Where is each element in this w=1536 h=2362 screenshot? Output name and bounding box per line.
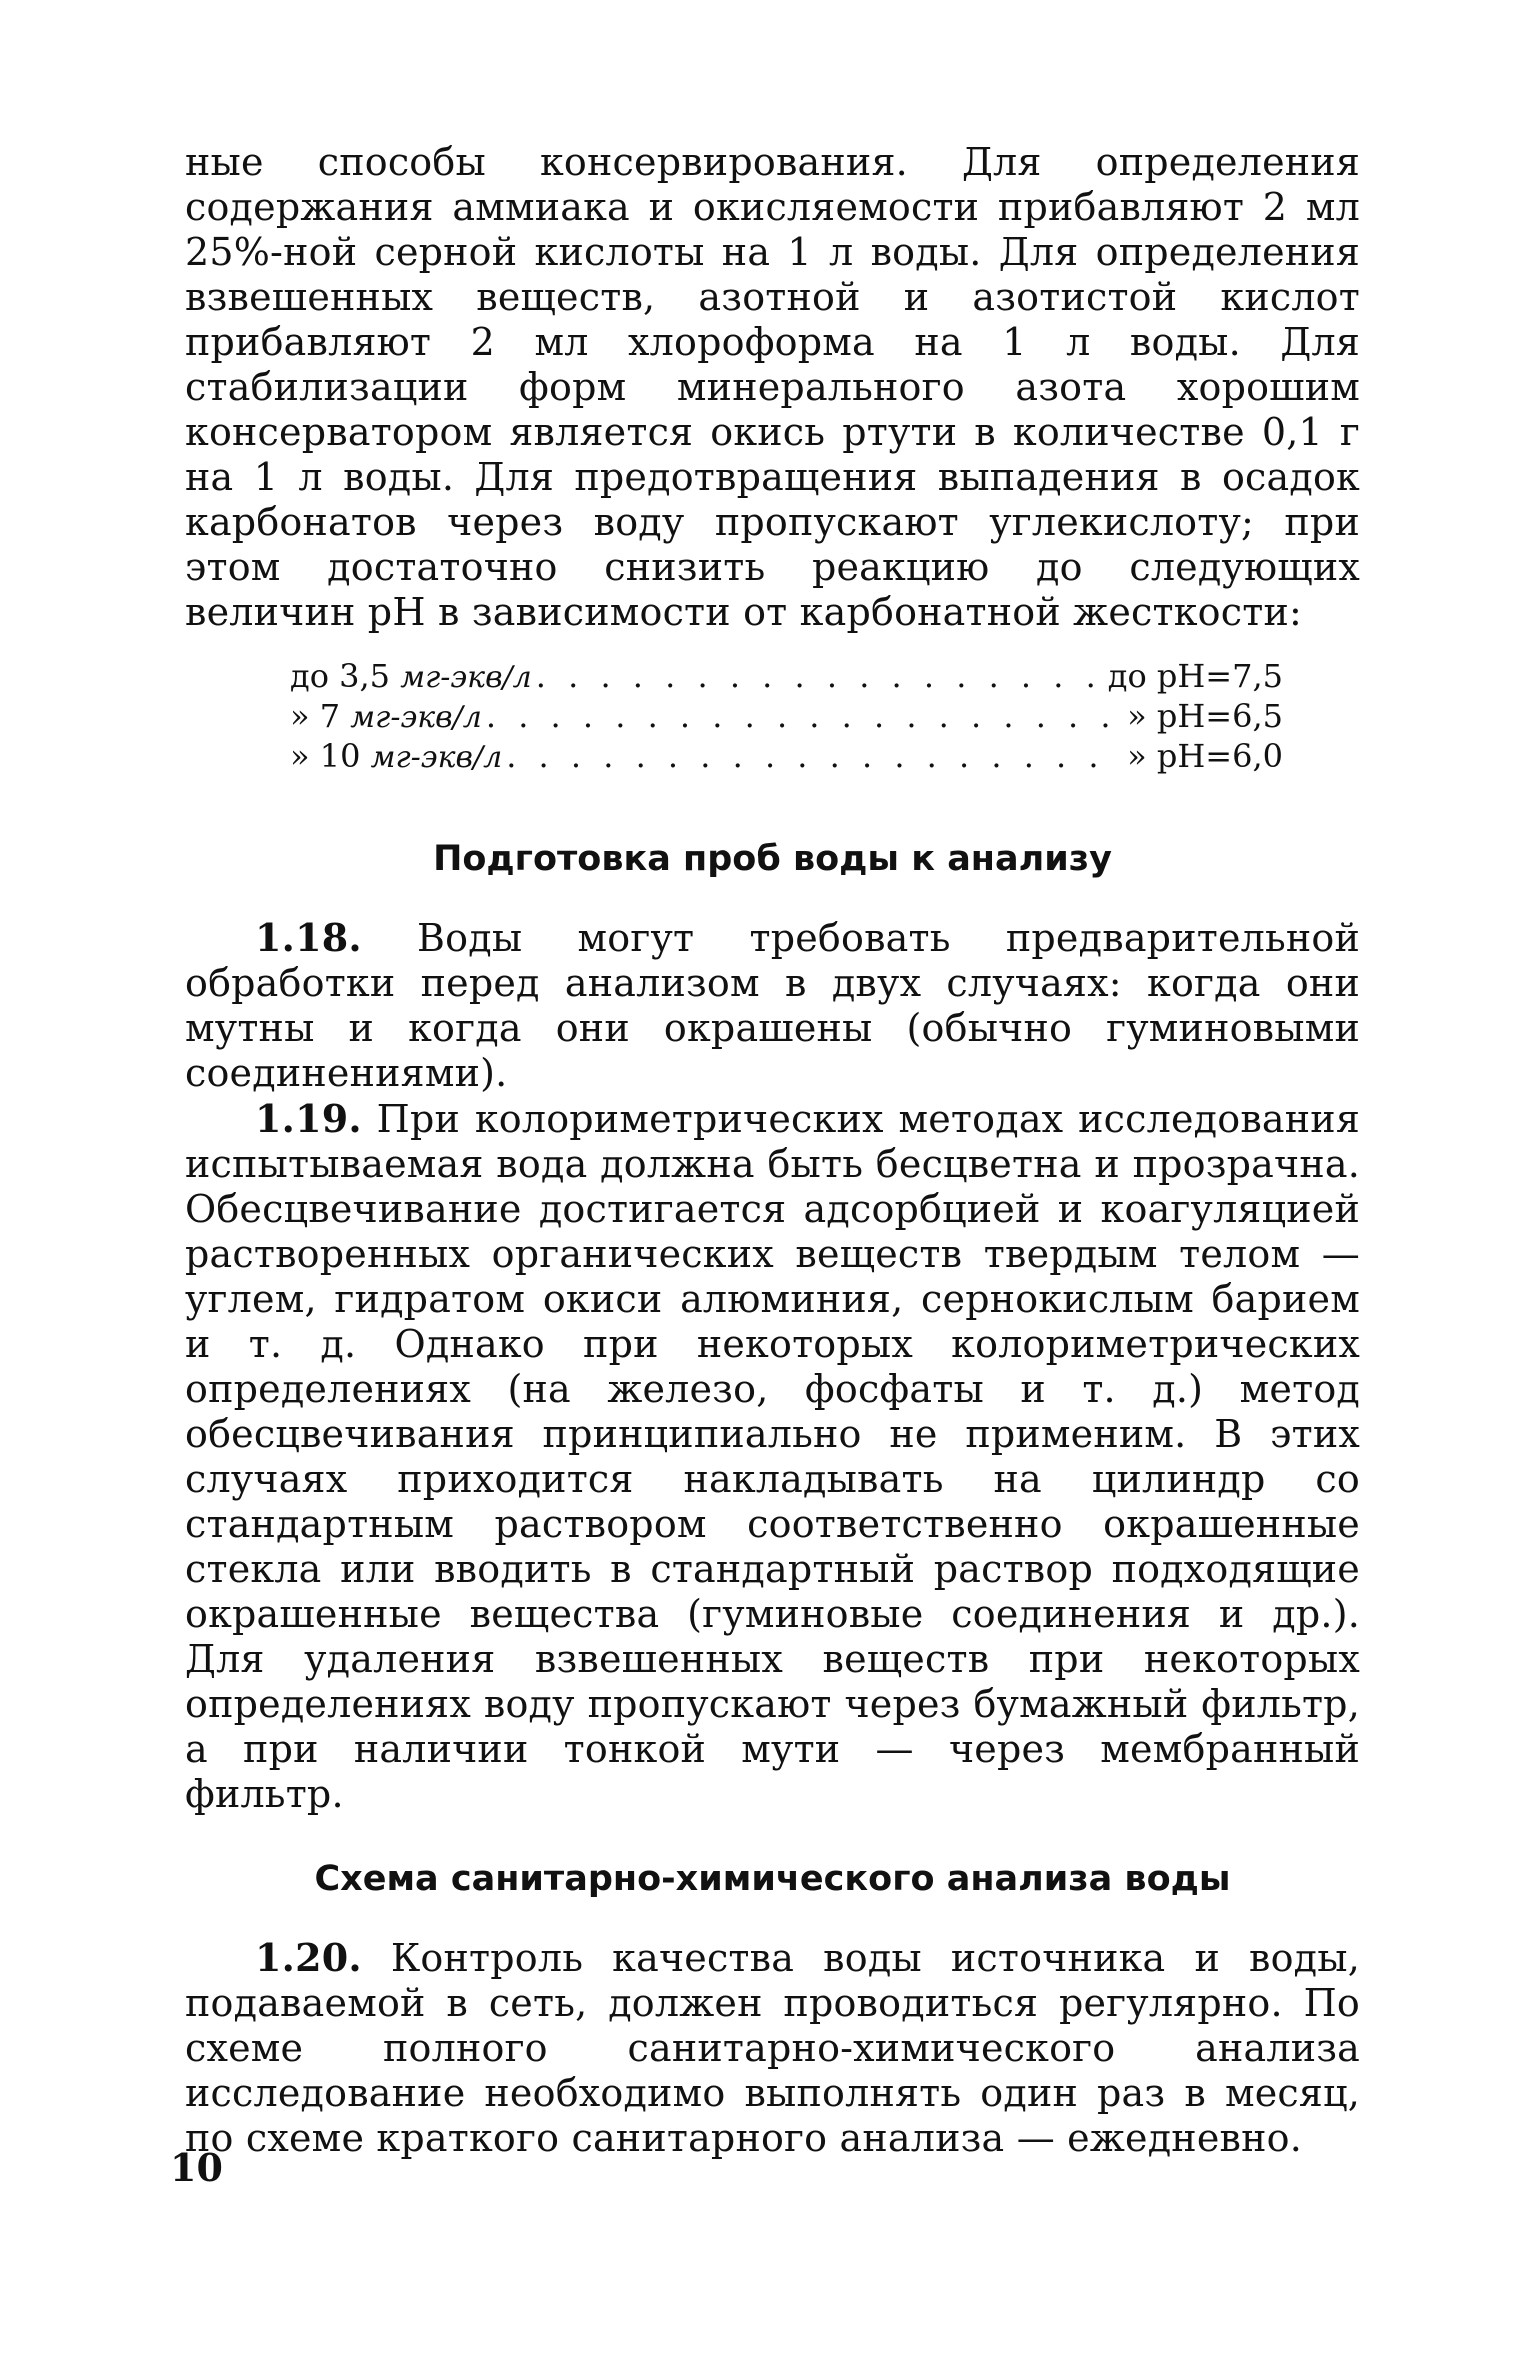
- ph-row: [290, 737, 1283, 777]
- ph-row-prefix: до 3,5: [290, 657, 391, 695]
- paragraph-text: При колориметрических методах исследования испытываемая вода должна быть бесцветна и прозрачна. Обесцвечивание достигается адсорбцией и коагуляцией растворенных органических веществ твердым телом — углем, гидратом окиси алюминия, сернокислым барием и т. д. Однако при некоторых колориметрических определениях (на железо, фосфаты и т. д.) метод обесцвечивания принципиально не применим. В этих случаях приходится накладывать на цилиндр со стандартным раствором соответственно окрашенные стекла или вводить в стандартный раствор подходящие окрашенные вещества (гуминовые соединения и др.). Для удаления взвешенных веществ при некоторых определениях воду пропускают через бумажный фильтр, а при наличии тонкой мути — через мембранный фильтр.: [185, 1097, 1360, 1816]
- ph-row: [290, 657, 1283, 697]
- section-heading-analysis-scheme: Схема санитарно-химического анализа воды: [314, 1859, 1231, 1899]
- paragraph-number: 1.19.: [255, 1096, 362, 1141]
- paragraph-1-19: [185, 1096, 1360, 1817]
- leader-dots: [486, 697, 1123, 735]
- ph-row: [290, 697, 1283, 737]
- intro-paragraph: ные способы консервирования. Для определения содержания аммиака и окисляемости прибавляют 2 мл 25%-ной серной кислоты на 1 л воды. Для определения взвешенных веществ, азотной и азотистой кислот прибавляют 2 мл хлороформа на 1 л воды. Для стабилизации форм минерального азота хорошим консерватором является окись ртути в количестве 0,1 г на 1 л воды. Для предотвращения выпадения в осадок карбонатов через воду пропускают углекислоту; при этом достаточно снизить реакцию до следующих величин pH в зависимости от карбонатной жесткости:: [185, 140, 1360, 634]
- page-content: [185, 140, 1360, 2161]
- ph-row-prefix: » 10: [290, 737, 361, 775]
- paragraph-number: 1.18.: [255, 915, 362, 960]
- paragraph-1-20: [185, 1935, 1360, 2161]
- ph-row-unit: мг-экв/л: [350, 700, 482, 735]
- paragraph-1-18: [185, 915, 1360, 1096]
- page-number: 10: [170, 2145, 223, 2190]
- ph-row-result: » pH=6,0: [1127, 737, 1283, 775]
- section-heading-sample-preparation: Подготовка проб воды к анализу: [433, 839, 1112, 879]
- ph-row-result: » pH=6,5: [1127, 697, 1283, 735]
- ph-row-unit: мг-экв/л: [370, 740, 503, 775]
- paragraph-number: 1.20.: [255, 1935, 362, 1980]
- paragraph-text: Воды могут требовать предварительной обработки перед анализом в двух случаях: когда они мутны и когда они окрашены (обычно гуминовыми соединениями).: [185, 916, 1360, 1095]
- ph-row-unit: мг-экв/л: [400, 660, 532, 695]
- leader-dots: [536, 657, 1104, 695]
- paragraph-text: Контроль качества воды источника и воды, подаваемой в сеть, должен проводиться регулярно. По схеме полного санитарно-химического анализа исследование необходимо выполнять один раз в месяц, по схеме краткого санитарного анализа — ежедневно.: [185, 1936, 1361, 2160]
- ph-table: [290, 657, 1283, 777]
- leader-dots: [506, 737, 1123, 775]
- ph-row-prefix: » 7: [290, 697, 341, 735]
- ph-row-result: до pH=7,5: [1107, 657, 1283, 695]
